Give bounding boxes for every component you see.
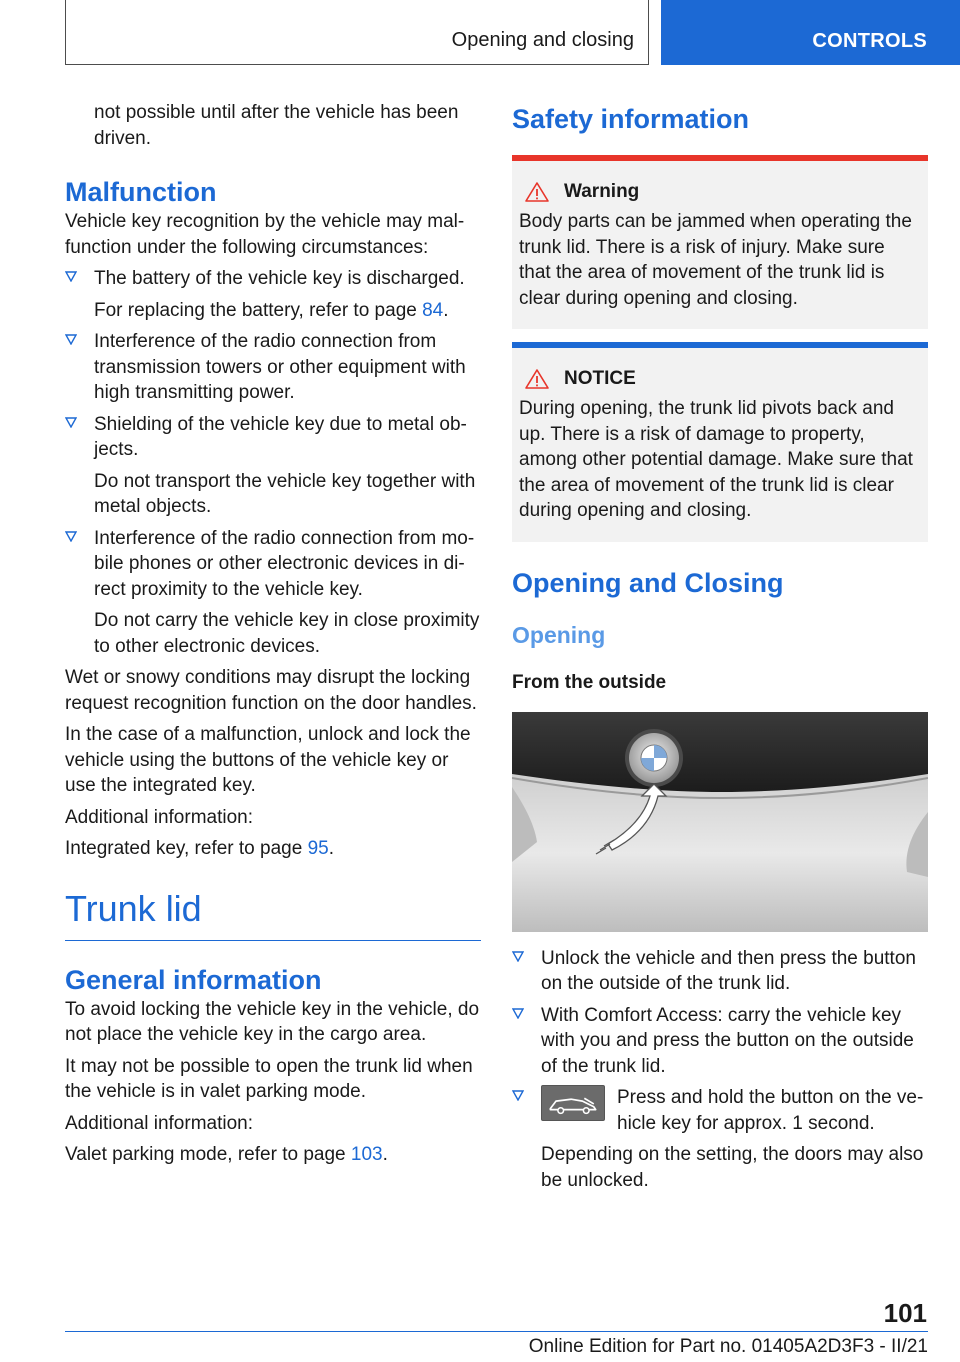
malfunction-list — [65, 266, 481, 659]
heading-rule — [65, 940, 481, 941]
list-item-text: Interference of the radio connection from transmission towers or other equipment with high transmitting power. — [94, 331, 466, 403]
list-item — [65, 412, 481, 520]
triangle-bullet-icon — [512, 1007, 524, 1019]
page-link-103[interactable]: 103 — [350, 1144, 383, 1165]
general-info-text-1: To avoid locking the vehicle key in the vehicle, do not place the vehicle key in the cargo area. — [65, 998, 480, 1045]
notice-header — [519, 368, 921, 390]
list-item-note: Do not transport the vehicle key together with metal objects. — [94, 470, 476, 517]
list-item-text: Shielding of the vehicle key due to metal objects. — [94, 413, 467, 460]
list-item — [512, 1003, 928, 1080]
triangle-bullet-icon — [65, 530, 77, 542]
right-column — [512, 100, 928, 1199]
triangle-bullet-icon — [65, 416, 77, 428]
list-item — [65, 266, 481, 323]
header-chapter-tab — [661, 0, 960, 65]
wet-conditions-text: Wet or snowy conditions may disrupt the locking request recognition function on the door handles. — [65, 667, 477, 714]
warning-triangle-icon — [524, 181, 550, 203]
ref-end: . — [382, 1144, 388, 1165]
list-item-note: Depending on the setting, the doors may also be unlocked. — [541, 1144, 924, 1191]
triangle-bullet-icon — [65, 270, 77, 282]
left-column — [65, 100, 481, 1174]
warning-box — [512, 155, 928, 329]
note-end: . — [443, 299, 449, 321]
general-info-text-2: It may not be possible to open the trunk lid when the vehicle is in valet parking mode. — [65, 1055, 473, 1102]
opening-heading: Opening — [512, 621, 606, 648]
list-item — [65, 526, 481, 660]
from-outside-heading: From the outside — [512, 671, 667, 693]
notice-box — [512, 342, 928, 542]
header-chapter-title: CONTROLS — [812, 30, 927, 52]
triangle-bullet-icon — [512, 950, 524, 962]
list-item-text: The battery of the vehicle key is discharged. — [94, 268, 465, 289]
key-button-row — [541, 1085, 928, 1136]
additional-info-label: Additional information: — [65, 806, 253, 828]
list-item-text: Press and hold the button on the vehicle key for approx. 1 second. — [617, 1087, 924, 1134]
warning-header — [519, 181, 921, 203]
malfunction-action-text: In the case of a malfunction, unlock and lock the vehicle using the buttons of the vehicle key or use the integrated key. — [65, 724, 471, 796]
note-text: For replacing the battery, refer to page — [94, 299, 423, 321]
intro-text: not possible until after the vehicle has been driven. — [94, 102, 459, 149]
malfunction-heading: Malfunction — [65, 177, 217, 207]
list-item-text: Unlock the vehicle and then press the button on the outside of the trunk lid. — [541, 947, 916, 994]
list-item — [512, 1085, 928, 1193]
footer-edition: Online Edition for Part no. 01405A2D3F3 - II/21 — [528, 1336, 928, 1357]
ref-text: Integrated key, refer to page — [65, 838, 308, 859]
notice-triangle-icon — [524, 368, 550, 390]
ref-end: . — [328, 838, 334, 859]
additional-info-label: Additional information: — [65, 1112, 253, 1134]
trunk-lid-heading: Trunk lid — [65, 887, 202, 929]
warning-text: Body parts can be jammed when operating the trunk lid. There is a risk of injury. Make sure that the area of movement of the trunk lid is clear during opening and closing. — [519, 211, 912, 309]
opening-list — [512, 946, 928, 1194]
warning-label: Warning — [564, 181, 640, 202]
page-number: 101 — [883, 1298, 927, 1328]
list-item-text: Interference of the radio connection from mobile phones or other electronic devices in direct proximity to the vehicle key. — [94, 527, 475, 600]
list-item-note — [94, 298, 481, 324]
triangle-bullet-icon — [512, 1089, 524, 1101]
triangle-bullet-icon — [65, 333, 77, 345]
safety-info-heading: Safety information — [512, 104, 750, 134]
list-item — [512, 946, 928, 997]
notice-label: NOTICE — [564, 368, 636, 389]
header-section-title: Opening and closing — [451, 29, 634, 51]
page-link-84[interactable]: 84 — [422, 299, 444, 321]
malfunction-lead: Vehicle key recognition by the vehicle may malfunction under the following circumstances: — [65, 211, 465, 258]
valet-parking-ref — [65, 1142, 481, 1168]
list-item-note: Do not carry the vehicle key in close proximity to other electronic devices. — [94, 610, 480, 657]
list-item-text: With Comfort Access: carry the vehicle key with you and press the button on the outside of the trunk lid. — [541, 1004, 914, 1077]
integrated-key-ref — [65, 836, 481, 862]
general-info-heading: General information — [65, 964, 322, 995]
header-section-tab — [65, 0, 649, 65]
ref-text: Valet parking mode, refer to page — [65, 1144, 351, 1165]
page-link-95[interactable]: 95 — [307, 838, 329, 859]
car-trunk-icon — [541, 1085, 605, 1121]
opening-closing-heading: Opening and Closing — [512, 567, 784, 598]
trunk-lid-illustration — [512, 712, 928, 932]
notice-text: During opening, the trunk lid pivots back and up. There is a risk of damage to property, among other potential damage. Make sure that the area of movement of the trunk lid is clear during opening and closing. — [519, 398, 913, 521]
footer-rule — [65, 1331, 928, 1332]
list-item — [65, 329, 481, 406]
